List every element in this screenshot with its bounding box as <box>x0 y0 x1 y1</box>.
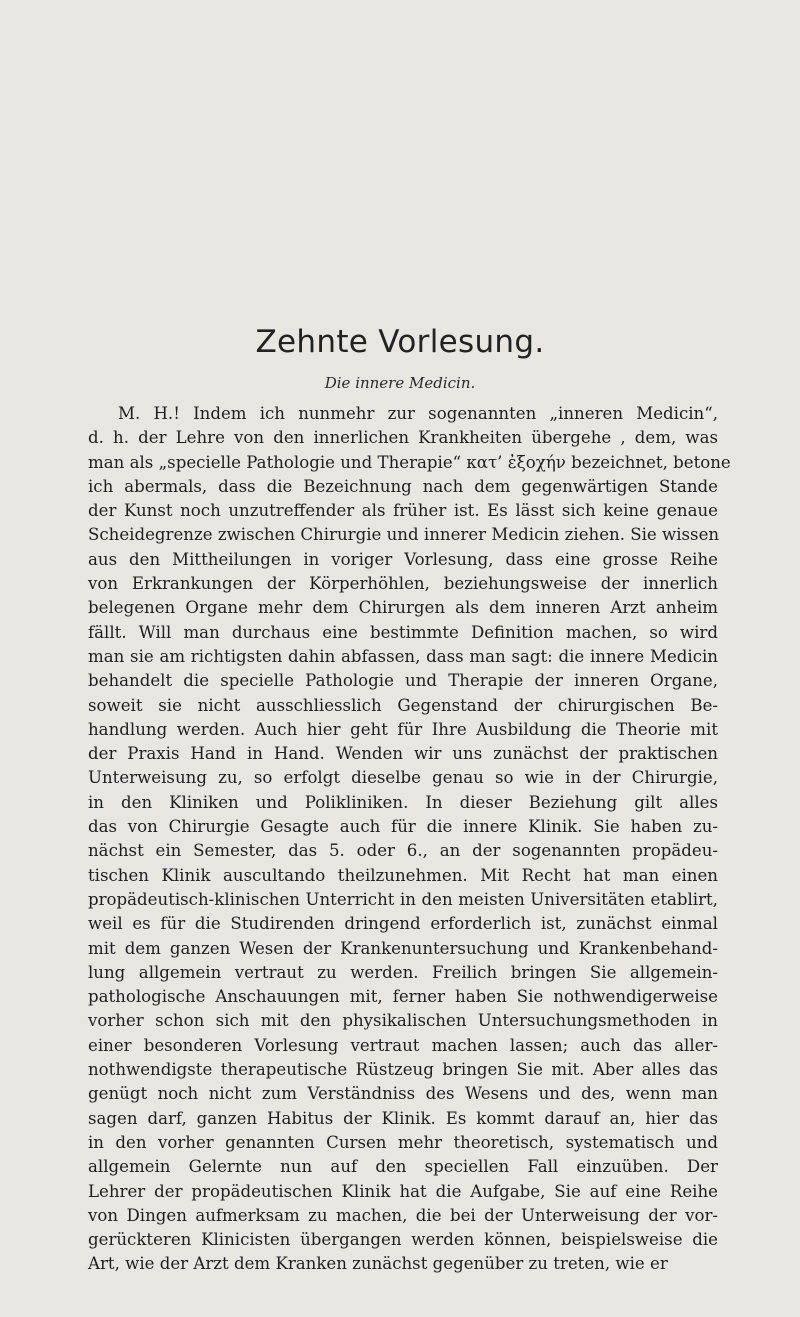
text-line: der Kunst noch unzutreffender als früher ist. Es lässt sich keine genaue <box>88 501 718 521</box>
text-line: ich abermals, dass die Bezeichnung nach dem gegenwärtigen Stande <box>88 476 718 496</box>
text-line: M. H.! Indem ich nunmehr zur sogenannten „inneren Medicin“, <box>118 404 718 423</box>
text-line: propädeutisch-klinischen Unterricht in den meisten Universitäten etablirt, <box>88 889 718 909</box>
text-line: tischen Klinik auscultando theilzunehmen. Mit Recht hat man einen <box>88 865 718 885</box>
text-line: nothwendigste therapeutische Rüstzeug bringen Sie mit. Aber alles das <box>88 1060 718 1080</box>
text-line: belegenen Organe mehr dem Chirurgen als dem inneren Arzt anheim <box>88 598 718 618</box>
text-line: das von Chirurgie Gesagte auch für die innere Klinik. Sie haben zu- <box>88 817 718 837</box>
chapter-subtitle: Die innere Medicin. <box>324 374 476 392</box>
text-line: weil es für die Studirenden dringend erforderlich ist, zunächst einmal <box>88 914 718 934</box>
text-line: lung allgemein vertraut zu werden. Freilich bringen Sie allgemein- <box>88 962 718 982</box>
text-line: nächst ein Semester, das 5. oder 6., an der sogenannten propädeu- <box>88 841 718 861</box>
text-line: in den Kliniken und Polikliniken. In dieser Beziehung gilt alles <box>88 792 718 812</box>
text-line: allgemein Gelernte nun auf den speciellen Fall einzuüben. Der <box>88 1157 718 1177</box>
text-line: behandelt die specielle Pathologie und Therapie der inneren Organe, <box>88 671 718 691</box>
text-line: gerückteren Klinicisten übergangen werden können, beispielsweise die <box>88 1230 718 1250</box>
text-line: pathologische Anschauungen mit, ferner haben Sie nothwendigerweise <box>88 987 718 1007</box>
text-line: Lehrer der propädeutischen Klinik hat die Aufgabe, Sie auf eine Reihe <box>88 1181 718 1201</box>
chapter-title: Zehnte Vorlesung. <box>255 324 545 360</box>
text-line: man sie am richtigsten dahin abfassen, dass man sagt: die innere Medicin <box>88 646 718 666</box>
text-line: Scheidegrenze zwischen Chirurgie und innerer Medicin ziehen. Sie wissen <box>88 525 720 545</box>
text-line: vorher schon sich mit den physikalischen Untersuchungsmethoden in <box>88 1011 718 1031</box>
text-line: Unterweisung zu, so erfolgt dieselbe genau so wie in der Chirurgie, <box>88 768 718 788</box>
text-line: von Dingen aufmerksam zu machen, die bei der Unterweisung der vor- <box>88 1205 718 1225</box>
text-line: genügt noch nicht zum Verständniss des Wesens und des, wenn man <box>88 1084 718 1104</box>
text-line: soweit sie nicht ausschliesslich Gegenstand der chirurgischen Be- <box>88 695 718 715</box>
text-line: der Praxis Hand in Hand. Wenden wir uns zunächst der praktischen <box>88 744 718 764</box>
text-line: in den vorher genannten Cursen mehr theoretisch, systematisch und <box>88 1132 718 1152</box>
body-paragraph <box>88 402 731 1277</box>
text-line: sagen darf, ganzen Habitus der Klinik. Es kommt darauf an, hier das <box>88 1108 718 1128</box>
text-line: von Erkrankungen der Körperhöhlen, beziehungsweise der innerlich <box>88 574 718 594</box>
text-line: Art, wie der Arzt dem Kranken zunächst gegenüber zu treten, wie er <box>88 1254 668 1274</box>
text-line: fällt. Will man durchaus eine bestimmte Definition machen, so wird <box>88 622 718 642</box>
text-line: man als „specielle Pathologie und Therapie“ κατ’ ἐξοχήν bezeichnet, betone <box>88 452 731 472</box>
text-line: einer besonderen Vorlesung vertraut machen lassen; auch das aller- <box>88 1035 718 1055</box>
text-line: handlung werden. Auch hier geht für Ihre Ausbildung die Theorie mit <box>88 719 718 739</box>
text-line: aus den Mittheilungen in voriger Vorlesung, dass eine grosse Reihe <box>88 549 718 569</box>
text-line: mit dem ganzen Wesen der Krankenuntersuchung und Krankenbehand- <box>88 938 718 958</box>
text-line: d. h. der Lehre von den innerlichen Krankheiten übergehe , dem, was <box>88 428 718 448</box>
